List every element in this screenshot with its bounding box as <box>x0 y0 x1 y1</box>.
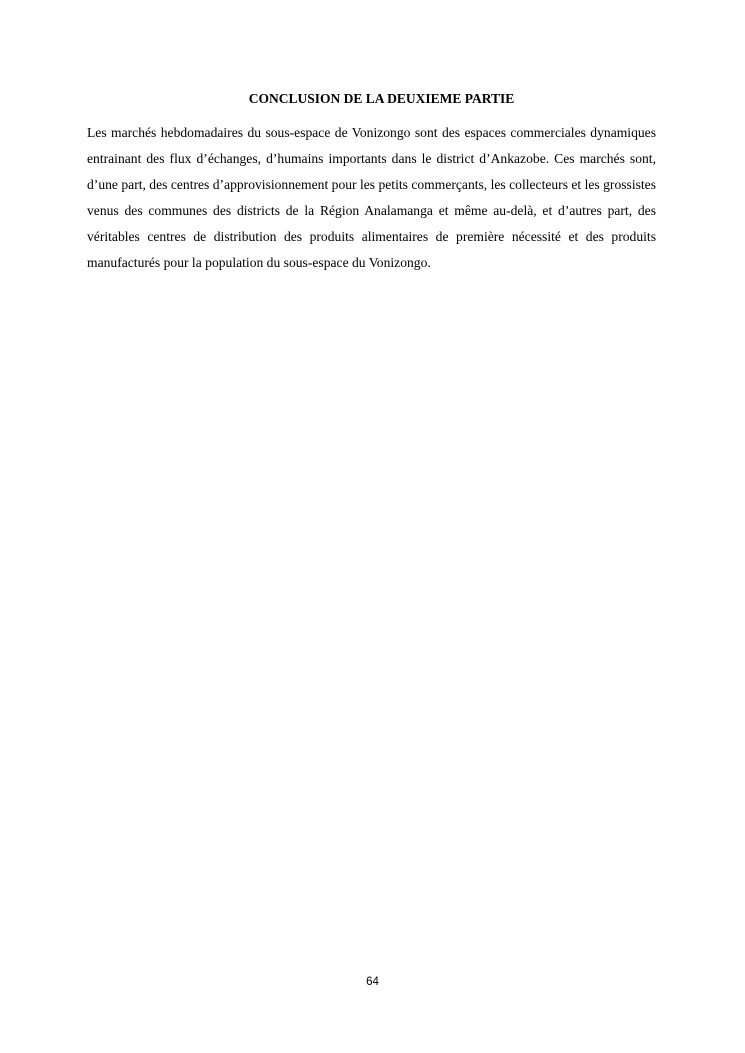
body-paragraph: Les marchés hebdomadaires du sous-espace de Vonizongo sont des espaces commerciales dynamiques entrainant des flux d’échanges, d’humains importants dans le district d’Ankazobe. Ces marchés sont, d’une part, des centres d’approvisionnement pour les petits commerçants, les collecteurs et les grossistes venus des communes des districts de la Région Analamanga et même au-delà, et d’autres part, des véritables centres de distribution des produits alimentaires de première nécessité et des produits manufacturés pour la population du sous-espace du Vonizongo. <box>87 125 656 270</box>
page-number: 64 <box>366 976 379 988</box>
section-title: CONCLUSION DE LA DEUXIEME PARTIE <box>248 91 515 106</box>
